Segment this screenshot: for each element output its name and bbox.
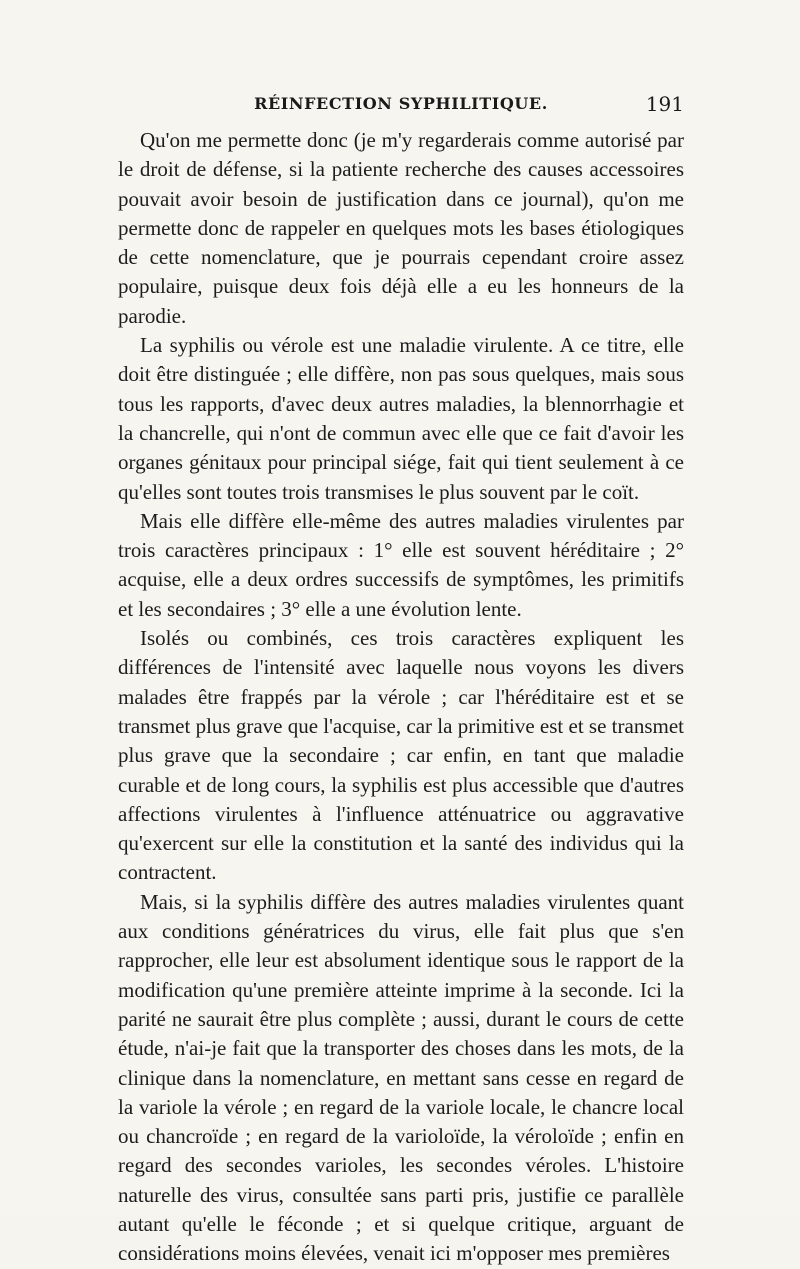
- body-text: [118, 126, 684, 1269]
- paragraph: Isolés ou combinés, ces trois caractères expliquent les différences de l'intensité avec laquelle nous voyons les divers malades être frappés par la vérole ; car l'héréditaire est et se transmet plus grave que l'acquise, car la primitive est et se transmet plus grave que la secondaire ; car enfin, en tant que maladie curable et de long cours, la syphilis est plus accessible que d'autres affections virulentes à l'influence atténuatrice ou aggravative qu'exercent sur elle la constitution et la santé des individus qui la contractent.: [118, 626, 684, 885]
- page-number: 191: [645, 92, 684, 116]
- running-title: RÉINFECTION SYPHILITIQUE.: [254, 94, 548, 113]
- paragraph: Qu'on me permette donc (je m'y regarderais comme autorisé par le droit de défense, si la patiente recherche des causes accessoires pouvait avoir besoin de justification dans ce journal), qu'on me permette donc de rappeler en quelques mots les bases étiologiques de cette nomenclature, que je pourrais cependant croire assez populaire, puisque deux fois déjà elle a eu les honneurs de la parodie.: [118, 128, 684, 328]
- paragraph: La syphilis ou vérole est une maladie virulente. A ce titre, elle doit être distinguée ; elle diffère, non pas sous quelques, mais sous tous les rapports, d'avec deux autres maladies, la blennorrhagie et la chancrelle, qui n'ont de commun avec elle que ce fait d'avoir les organes génitaux pour principal siége, fait qui tient seulement à ce qu'elles sont toutes trois transmises le plus souvent par le coït.: [118, 333, 684, 504]
- paragraph: Mais elle diffère elle-même des autres maladies virulentes par trois caractères principaux : 1° elle est souvent héréditaire ; 2° acquise, elle a deux ordres successifs de symptômes, les primitifs et les secondaires ; 3° elle a une évolution lente.: [118, 508, 684, 621]
- running-head: [118, 92, 684, 118]
- paragraph: Mais, si la syphilis diffère des autres maladies virulentes quant aux conditions génératrices du virus, elle fait plus que s'en rapprocher, elle leur est absolument identique sous le rapport de la modification qu'une première atteinte imprime à la seconde. Ici la parité ne saurait être plus complète ; aussi, durant le cours de cette étude, n'ai-je fait que la transporter des choses dans les mots, de la clinique dans la nomenclature, en mettant sans cesse en regard de la variole la vérole ; en regard de la variole locale, le chancre local ou chancroïde ; en regard de la varioloïde, la véroloïde ; enfin en regard des secondes varioles, les secondes véroles. L'histoire naturelle des virus, consultée sans parti pris, justifie ce parallèle autant qu'elle le féconde ; et si quelque critique, arguant de considérations moins élevées, venait ici m'opposer mes premières: [118, 889, 684, 1266]
